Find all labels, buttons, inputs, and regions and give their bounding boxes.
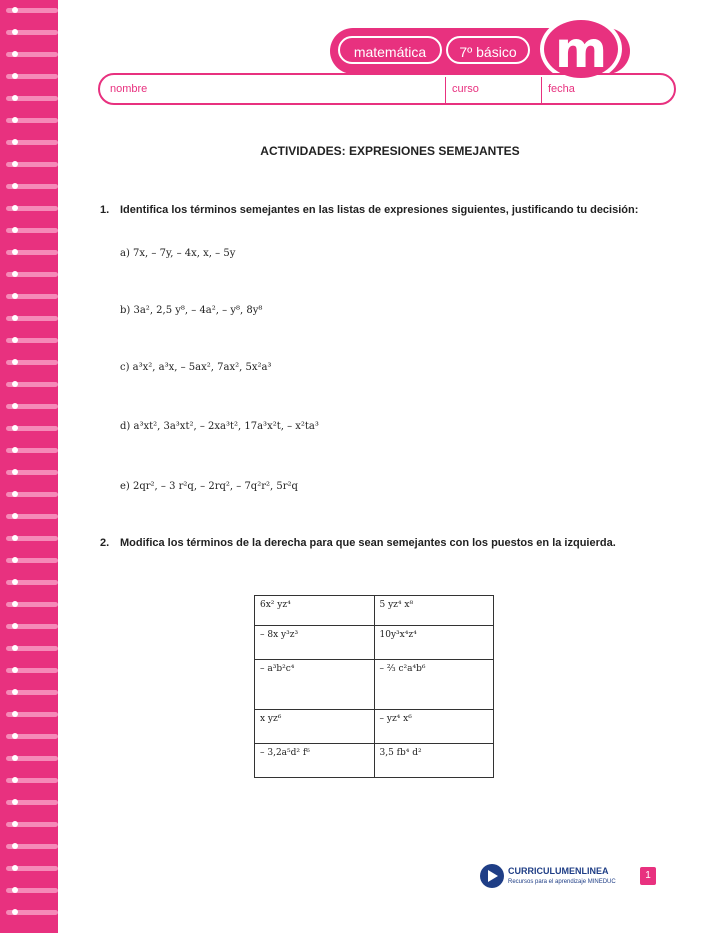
binding-hole	[12, 623, 18, 629]
binding-hole	[12, 29, 18, 35]
question-text: Identifica los términos semejantes en las listas de expresiones siguientes, justificando tu decisión:	[120, 204, 639, 216]
binding-hole	[12, 161, 18, 167]
binding-hole	[12, 447, 18, 453]
table-cell: – 3,2a⁵d² f⁶	[255, 744, 375, 778]
divider	[541, 77, 542, 103]
table-row	[255, 710, 494, 744]
list-item: c) a³x², a³x, – 5ax², 7ax², 5x²a³	[120, 362, 272, 373]
page-number: 1	[640, 867, 656, 885]
table-row	[255, 660, 494, 710]
table-cell: – a³b²c⁴	[255, 660, 375, 710]
binding-hole	[12, 227, 18, 233]
binding-hole	[12, 425, 18, 431]
course-label: curso	[452, 83, 479, 95]
binding-hole	[12, 843, 18, 849]
table-cell: x yz⁶	[255, 710, 375, 744]
subject-logo: m	[540, 16, 622, 82]
list-item: b) 3a², 2,5 y⁸, – 4a², – y⁸, 8y⁸	[120, 305, 263, 316]
table-cell: – yz⁴ x⁶	[374, 710, 494, 744]
table-cell: 10y³x⁴z⁴	[374, 626, 494, 660]
binding-hole	[12, 777, 18, 783]
page-title: ACTIVIDADES: EXPRESIONES SEMEJANTES	[260, 144, 520, 158]
table-row	[255, 626, 494, 660]
binding-hole	[12, 7, 18, 13]
binding-hole	[12, 491, 18, 497]
brand-tagline: Recursos para el aprendizaje MINEDUC	[508, 879, 616, 885]
binding-hole	[12, 799, 18, 805]
binding-hole	[12, 865, 18, 871]
binding-hole	[12, 293, 18, 299]
binding-hole	[12, 95, 18, 101]
terms-table	[254, 595, 494, 778]
student-info-bar	[98, 73, 676, 105]
table-cell: – 8x y³z³	[255, 626, 375, 660]
subject-tag: matemática	[338, 36, 442, 64]
binding-hole	[12, 403, 18, 409]
binding-hole	[12, 513, 18, 519]
divider	[445, 77, 446, 103]
binding-hole	[12, 887, 18, 893]
binding-hole	[12, 381, 18, 387]
date-label: fecha	[548, 83, 575, 95]
list-item: e) 2qr², – 3 r²q, – 2rq², – 7q²r², 5r²q	[120, 481, 298, 492]
brand-name: CURRICULUMENLINEA	[508, 866, 609, 876]
question-text: Modifica los términos de la derecha para que sean semejantes con los puestos en la izquierda.	[120, 537, 616, 549]
question-number: 1.	[100, 204, 110, 216]
play-logo-icon	[480, 864, 504, 888]
binding-hole	[12, 755, 18, 761]
binding-hole	[12, 73, 18, 79]
table-cell: 6x² yz⁴	[255, 596, 375, 626]
binding-hole	[12, 601, 18, 607]
table-cell: – ⅔ c²a⁴b⁶	[374, 660, 494, 710]
question-number: 2.	[100, 537, 110, 549]
table-row	[255, 744, 494, 778]
binding-hole	[12, 249, 18, 255]
question-2	[100, 536, 652, 550]
question-1	[100, 203, 652, 217]
grade-tag: 7º básico	[446, 36, 530, 64]
list-item: d) a³xt², 3a³xt², – 2xa³t², 17a³x²t, – x²ta³	[120, 421, 319, 432]
binding-hole	[12, 689, 18, 695]
binding-hole	[12, 51, 18, 57]
binding-hole	[12, 183, 18, 189]
binding-hole	[12, 535, 18, 541]
binding-hole	[12, 359, 18, 365]
binding-hole	[12, 711, 18, 717]
list-item: a) 7x, – 7y, – 4x, x, – 5y	[120, 248, 236, 259]
binding-hole	[12, 821, 18, 827]
binding-hole	[12, 579, 18, 585]
table-cell: 5 yz⁴ x⁸	[374, 596, 494, 626]
binding-hole	[12, 117, 18, 123]
binding-hole	[12, 205, 18, 211]
binding-hole	[12, 557, 18, 563]
binding-hole	[12, 733, 18, 739]
binding-hole	[12, 315, 18, 321]
name-label: nombre	[110, 83, 148, 95]
binding-hole	[12, 469, 18, 475]
table-cell: 3,5 fb⁴ d²	[374, 744, 494, 778]
binding-hole	[12, 645, 18, 651]
binding-hole	[12, 667, 18, 673]
binding-hole	[12, 271, 18, 277]
table-row	[255, 596, 494, 626]
binding-hole	[12, 909, 18, 915]
binding-hole	[12, 337, 18, 343]
